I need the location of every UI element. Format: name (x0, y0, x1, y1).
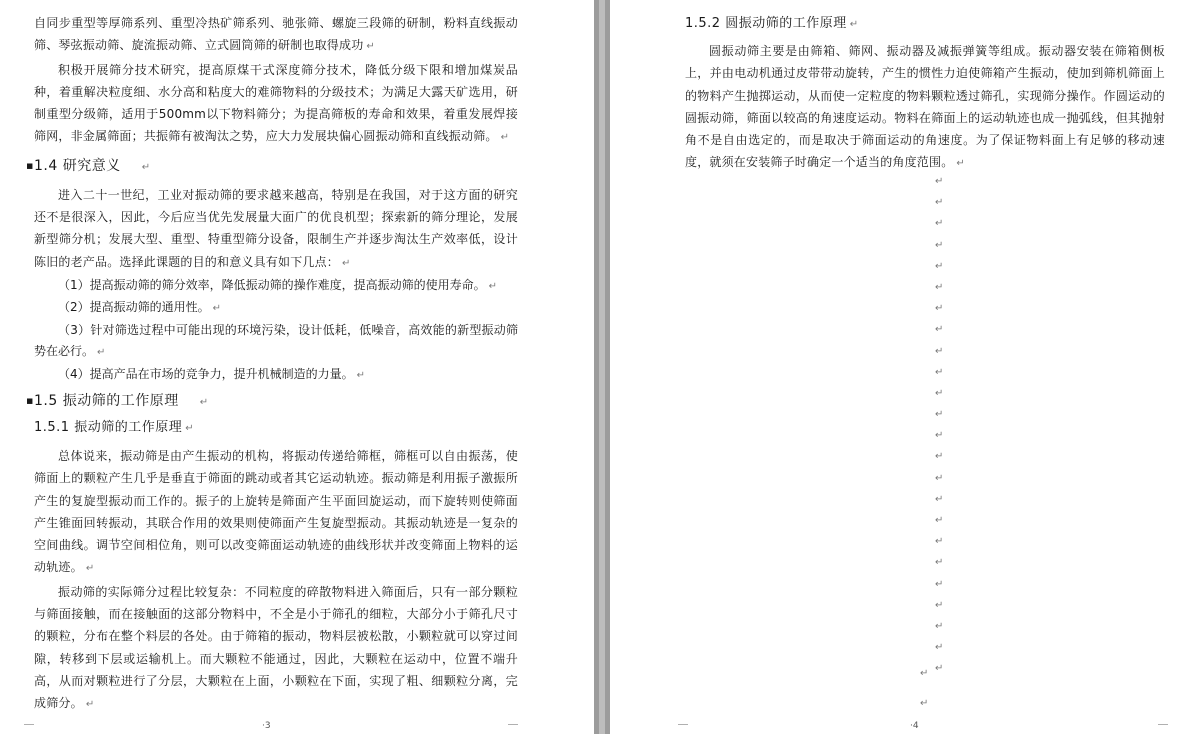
list-item-3: （3）针对筛选过程中可能出现的环境污染，设计低耗，低噪音，高效能的新型振动筛势在必行。 ↵ (34, 322, 518, 359)
subsection-1-5-1-paragraph-2: 振动筛的实际筛分过程比较复杂：不同粒度的碎散物料进入筛面后，只有一部分颗粒与筛面接触，而在接触面的这部分物料中，不全是小于筛孔的细粒，大部分小于筛孔尺寸的颗粒，分布在整个料层的各处。由于筛箱的振动，物料层被松散，小颗粒就可以穿过间隙，转移到下层或运输机上。而大颗粒不能通过，因此，大颗粒在运动中，位置不端升高，从而对颗粒进行了分层，大颗粒在上面，小颗粒在下面，实现了粗、细颗粒分离，完成筛分。 ↵ (34, 584, 518, 711)
paragraph-mark: ↵ (935, 642, 944, 654)
paragraph-mark: ↵ (935, 451, 944, 463)
page-number: ·4 (910, 721, 919, 731)
paragraph-mark: ↵ (935, 557, 944, 569)
document-page-right (610, 0, 1185, 734)
paragraph-mark: ↵ (920, 668, 929, 679)
paragraph-mark: ↵ (935, 472, 944, 484)
paragraph-mark: ↵ (935, 345, 944, 357)
paragraph-mark: ↵ (935, 176, 944, 187)
paragraph-mark: ↵ (935, 409, 944, 421)
paragraph-mark: ↵ (935, 620, 944, 632)
paragraph-mark: ↵ (935, 599, 944, 611)
paragraph-mark: ↵ (935, 218, 944, 230)
intro-paragraph-2: 积极开展筛分技术研究，提高原煤干式深度筛分技术，降低分级下限和增加煤炭品种，着重解决粒度细、水分高和粘度大的难筛物料的分级技术；为满足大露天矿选用，研制重型分级筛，适用于500mm以下物料筛分；为提高筛板的寿命和效果，着重发展焊接筛网，非金属筛面；共振筛有被淘汰之势，应大力发展块偏心圆振动筛和直线振动筛。 ↵ (34, 62, 518, 144)
page-corner-mark (678, 724, 688, 734)
intro-paragraph-1: 自同步重型等厚筛系列、重型冷热矿筛系列、驰张筛、螺旋三段筛的研制，粉料直线振动筛、琴弦振动筛、旋流振动筛、立式圆筒筛的研制也取得成功 ↵ (34, 16, 518, 53)
section-heading-1-5: ▪ 1.5 振动筛的工作原理 ↵ (26, 393, 209, 409)
list-item-1: （1）提高振动筛的筛分效率，降低振动筛的操作难度，提高振动筛的使用寿命。 ↵ (58, 277, 498, 292)
paragraph-mark: ↵ (935, 578, 944, 590)
page-left-content (26, 12, 518, 717)
page-number: ·3 (262, 721, 271, 731)
paragraph-mark: ↵ (935, 303, 944, 315)
subsection-1-5-1-paragraph-1: 总体说来，振动筛是由产生振动的机构，将振动传递给筛框，筛框可以自由振荡，使筛面上的颗粒产生几乎是垂直于筛面的跳动或者其它运动轨迹。振动筛是利用振子激振所产生的复旋型振动而工作的。振子的上旋转是筛面产生平面回旋运动，而下旋转则使筛面产生锥面回转振动，其联合作用的效果则使筛面产生复旋型振动。其振动轨迹是一复杂的空间曲线。调节空间相位角，则可以改变筛面运动轨迹的曲线形状并改变筛面上物料的运动轨迹。 ↵ (34, 449, 518, 575)
subsection-heading-1-5-1: 1.5.1 振动筛的工作原理 ↵ (34, 420, 195, 435)
paragraph-mark: ↵ (935, 493, 944, 505)
paragraph-mark: ↵ (935, 430, 944, 442)
page-corner-mark (508, 724, 518, 734)
page-right-content (685, 12, 1165, 176)
subsection-heading-1-5-2: 1.5.2 圆振动筛的工作原理 ↵ (685, 16, 859, 31)
paragraph-mark: ↵ (935, 324, 944, 336)
section-1-4-paragraph: 进入二十一世纪，工业对振动筛的要求越来越高，特别是在我国，对于这方面的研究还不是很深入，因此，今后应当优先发展量大面广的优良机型；探索新的筛分理论，发展新型筛分机；发展大型、重型、特重型筛分设备，限制生产并逐步淘汰生产效率低，设计陈旧的老产品。选择此课题的目的和意义具有如下几点： ↵ (34, 187, 518, 269)
paragraph-mark: ↵ (935, 281, 944, 293)
paragraph-mark: ↵ (935, 387, 944, 399)
paragraph-mark: ↵ (935, 260, 944, 272)
page-gutter (594, 0, 610, 734)
list-item-4: （4）提高产品在市场的竞争力，提升机械制造的力量。 ↵ (58, 366, 366, 381)
paragraph-mark: ↵ (935, 197, 944, 209)
subsection-1-5-2-paragraph: 圆振动筛主要是由筛箱、筛网、振动器及减振弹簧等组成。振动器安装在筛箱侧板上，并由电动机通过皮带带动旋转，产生的惯性力迫使筛箱产生振动，使加到筛机筛面上的物料产生抛掷运动，从而使一定粒度的物料颗粒透过筛孔，实现筛分操作。作圆运动的圆振动筛，筛面以较高的角速度运动。物料在筛面上的运动轨迹也成一抛弧线，但其抛射角不是自由选定的，而是取决于筛面运动的角速度。为了保证物料面上有足够的移动速度，就须在安装筛子时确定一个适当的角度范围。 ↵ (685, 44, 1165, 170)
empty-paragraph-marks (935, 171, 955, 680)
paragraph-mark: ↵ (935, 366, 944, 378)
paragraph-mark: ↵ (935, 663, 944, 675)
list-item-2: （2）提高振动筛的通用性。 ↵ (58, 300, 222, 315)
page-corner-mark (1158, 724, 1168, 734)
paragraph-mark: ↵ (935, 515, 944, 526)
page-corner-mark (24, 724, 34, 734)
paragraph-mark: ↵ (935, 239, 944, 251)
section-heading-1-4: ▪ 1.4 研究意义 ↵ (26, 157, 151, 174)
paragraph-mark: ↵ (920, 698, 929, 709)
paragraph-mark: ↵ (935, 536, 944, 548)
